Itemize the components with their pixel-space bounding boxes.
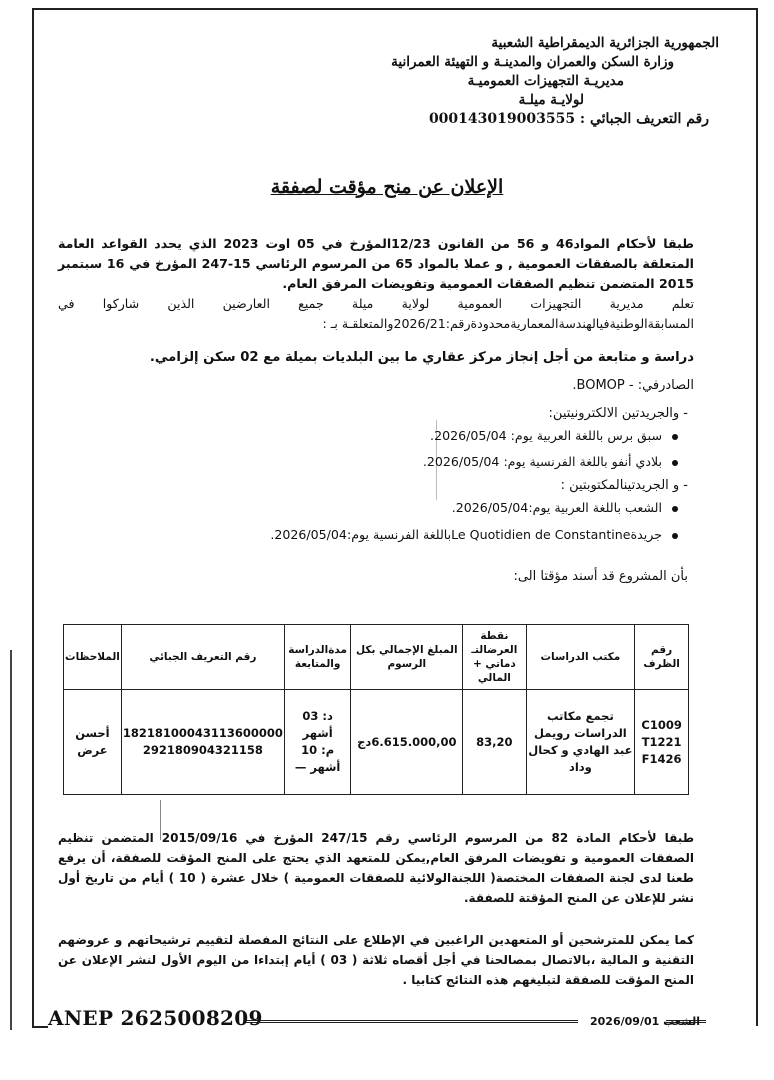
notice-title: الإعلان عن منح مؤقت لصفقة <box>270 176 504 198</box>
col-bureau: مكتب الدراسات <box>526 625 635 690</box>
appeal-paragraph: طبقا لأحكام المادة 82 من المرسوم الرئاسي رقم 247/15 المؤرخ في 2015/09/16 المتضمن تنظيم الصفقات العمومية و تفويضات المرفق العام,يمكن للمتعهد الذي يحتج على المنح المؤقت للصفقة، أن يرفع طعنا لدى لجنة الصفقات المختصة( اللجنةالولائية للصفقات العمومية ) خلال عشرة ( 10 ) أيام من تاريخ أول نشر للإعلان عن المنح المؤقتة للصفقة. <box>58 831 694 905</box>
col-tax-id: رقم التعريف الجبائي <box>121 625 284 690</box>
bullet-icon <box>672 533 678 539</box>
intro-legal-basis: طبقا لأحكام المواد46 و 56 من القانون 12/23المؤرخ في 05 اوت 2023 الذي يحدد القواعد العامة المتعلقة بالصفقات العمومية , و عملا بالمواد 65 من المرسوم الرئاسي 15-247 المؤرخ في 16 سبتمبر 2015 المتضمن تنظيم الصفقات العمومية وتفويضات المرفق العام. <box>58 236 695 291</box>
press-item: بلادي أنفو باللغة الفرنسية يوم: 2026/05/04. <box>423 454 678 469</box>
header-wilaya: لولايـة ميلـة <box>518 92 584 108</box>
cell-amount: 6.615.000,00دج <box>351 690 463 795</box>
intro-announcement: تعلم مديرية التجهيزات العمومية لولاية ميلة جميع العارضين الذين شاركوا في المسابقةالوطنيةفيالهندسةالمعماريةمحدودةرقم:2026/21والمتعلقـة بـ : <box>58 296 694 331</box>
anep-reference: ANEP 2625008209 <box>48 1006 263 1030</box>
newspaper-date: الشعب 2026/09/01 <box>590 1015 701 1028</box>
footer-rule <box>246 1020 578 1023</box>
footer-rule <box>666 1020 706 1023</box>
col-remarks: الملاحظات <box>64 625 122 690</box>
cell-tax-id: 18218100043113600000 292180904321158 <box>121 690 284 795</box>
press-item: الشعب باللغة العربية يوم:2026/05/04. <box>452 500 678 515</box>
cell-envelope: C1009 T1221 F1426 <box>635 690 689 795</box>
table-header-row <box>64 625 689 690</box>
margin-line <box>10 650 12 1030</box>
letterhead <box>159 34 719 129</box>
table-row <box>64 690 689 795</box>
official-bulletin: الصادرفي: - BOMOP. <box>572 378 694 393</box>
bullet-icon <box>672 434 678 440</box>
col-duration: مدةالدراسة والمتابعة <box>284 625 350 690</box>
electronic-heading: - والجريدتين الالكترونيتين: <box>548 406 688 421</box>
header-republic: الجمهورية الجزائرية الديمقراطية الشعبية <box>491 35 719 51</box>
header-ministry: وزارة السكن والعمران والمدينـة و التهيئة العمرانية <box>391 54 674 70</box>
print-heading: - و الجريدتينالمكتوبتين : <box>560 478 688 493</box>
award-intro: بأن المشروع قد أسند مؤقتا الى: <box>513 569 688 584</box>
col-amount: المبلغ الإجمالي بكل الرسوم <box>351 625 463 690</box>
press-item: جريدةLe Quotidien de Constantineباللغة الفرنسية يوم:2026/05/04. <box>270 527 678 542</box>
cell-remark: أحسن عرض <box>64 690 122 795</box>
intro-paragraph <box>58 234 694 334</box>
header-directorate: مديريـة التجهيزات العموميـة <box>467 73 624 89</box>
footer-bracket <box>32 1018 48 1028</box>
col-score: نقطة العرضالتـ دماتي + المالي <box>463 625 526 690</box>
results-paragraph: كما يمكن للمترشحين أو المتعهدين الراغبين في الإطلاع على النتائج المفصلة لتقييم ترشيحاتهم و عروضهم التقنية و المالية ،بالاتصال بمصالحنا في أجل أقصاه ثلاثة ( 03 ) أيام إبتداءا من اليوم الأول لنشر الإعلان عن المنح المؤقت للصفقة لتبليغهم هذه النتائج كتابيا . <box>58 933 694 987</box>
award-table <box>63 624 689 795</box>
header-tax-id: رقم التعريف الجبائي : 000143019003555 <box>428 111 709 127</box>
col-envelope: رقم الظرف <box>635 625 689 690</box>
cell-duration: د: 03 أشهر م: 10 أشهر — <box>284 690 350 795</box>
cell-bureau: تجمع مكاتب الدراسات رويمل عبد الهادي و كحال وداد <box>526 690 635 795</box>
bullet-icon <box>672 460 678 466</box>
cell-score: 83,20 <box>463 690 526 795</box>
project-title: دراسة و متابعة من أجل إنجاز مركز عقاري ما بين البلديات بميلة مع 02 سكن إلزامي. <box>149 350 694 365</box>
bullet-icon <box>672 506 678 512</box>
press-item: سبق برس باللغة العربية يوم: 2026/05/04. <box>430 428 678 443</box>
